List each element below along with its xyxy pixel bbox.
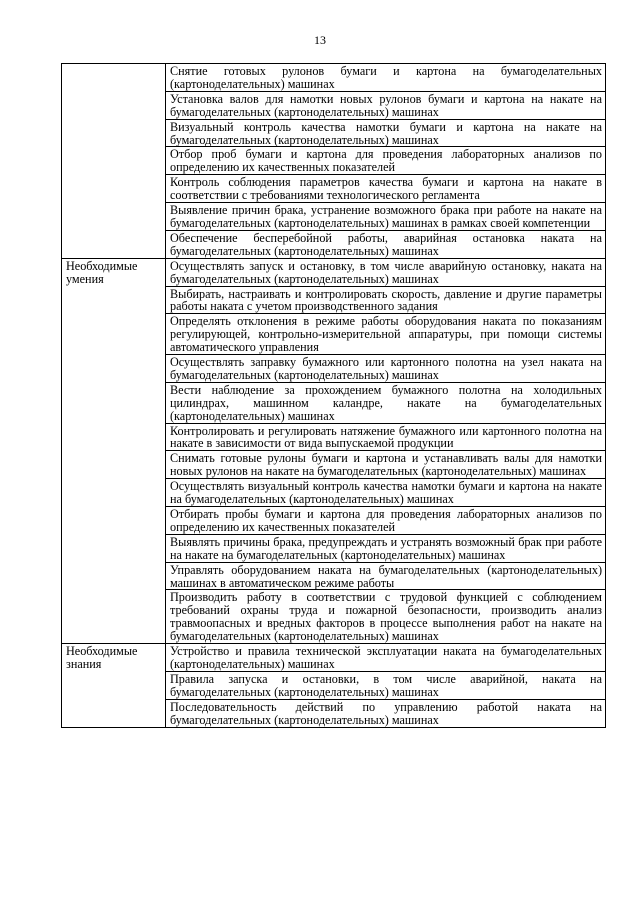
table-cell: Снимать готовые рулоны бумаги и картона и устанавливать валы для намотки новых рулонов на накате на бумагоделательных (картоноделательных) машинах: [166, 451, 606, 479]
table-cell: Обеспечение бесперебойной работы, аварийная остановка наката на бумагоделательных (картоноделательных) машинах: [166, 230, 606, 258]
table-row: [62, 644, 606, 672]
table-cell: Правила запуска и остановки, в том числе аварийной, наката на бумагоделательных (картоноделательных) машинах: [166, 671, 606, 699]
table-cell: Отбирать пробы бумаги и картона для проведения лабораторных анализов по определению их качественных показателей: [166, 507, 606, 535]
table-cell: Устройство и правила технической эксплуатации наката на бумагоделательных (картоноделательных) машинах: [166, 644, 606, 672]
table-cell: Отбор проб бумаги и картона для проведения лабораторных анализов по определению их качественных показателей: [166, 147, 606, 175]
table-cell: Производить работу в соответствии с трудовой функцией с соблюдением требований охраны труда и пожарной безопасности, производить анализ травмоопасных и вредных факторов в процессе выполнения работ на накате на бумагоделательных (картоноделательных) машинах: [166, 590, 606, 644]
requirements-table: [61, 63, 606, 728]
table-cell: Последовательность действий по управлению работой наката на бумагоделательных (картоноделательных) машинах: [166, 699, 606, 727]
table-cell: Выявление причин брака, устранение возможного брака при работе на накате на бумагоделательных (картоноделательных) машинах в рамках своей компетенции: [166, 203, 606, 231]
table-cell: Вести наблюдение за прохождением бумажного полотна на холодильных цилиндрах, машинном каландре, накате на бумагоделательных (картоноделательных) машинах: [166, 382, 606, 423]
table-cell: Снятие готовых рулонов бумаги и картона на бумагоделательных (картоноделательных) машинах: [166, 64, 606, 92]
page-number: 13: [314, 33, 326, 47]
group-label: [62, 64, 166, 259]
table-cell: Осуществлять запуск и остановку, в том числе аварийную остановку, наката на бумагоделательных (картоноделательных) машинах: [166, 258, 606, 286]
table-cell: Визуальный контроль качества намотки бумаги и картона на накате на бумагоделательных (картоноделательных) машинах: [166, 119, 606, 147]
table-row: [62, 258, 606, 286]
table-cell: Контролировать и регулировать натяжение бумажного или картонного полотна на накате в зависимости от вида выпускаемой продукции: [166, 423, 606, 451]
table-cell: Осуществлять визуальный контроль качества намотки бумаги и картона на накате на бумагоделательных (картоноделательных) машинах: [166, 479, 606, 507]
group-label-knowledge: Необходимые знания: [62, 644, 166, 727]
table-row: [62, 64, 606, 92]
group-label-skills: Необходимые умения: [62, 258, 166, 643]
table-cell: Установка валов для намотки новых рулонов бумаги и картона на накате на бумагоделательных (картоноделательных) машинах: [166, 91, 606, 119]
table-cell: Определять отклонения в режиме работы оборудования наката по показаниям регулирующей, контрольно-измерительной аппаратуры, при помощи системы автоматического управления: [166, 314, 606, 355]
table-cell: Осуществлять заправку бумажного или картонного полотна на узел наката на бумагоделательных (картоноделательных) машинах: [166, 355, 606, 383]
table-cell: Контроль соблюдения параметров качества бумаги и картона на накате в соответствии с требованиями технологического регламента: [166, 175, 606, 203]
table-cell: Управлять оборудованием наката на бумагоделательных (картоноделательных) машинах в автоматическом режиме работы: [166, 562, 606, 590]
table-cell: Выявлять причины брака, предупреждать и устранять возможный брак при работе на накате на бумагоделательных (картоноделательных) машинах: [166, 534, 606, 562]
table-cell: Выбирать, настраивать и контролировать скорость, давление и другие параметры работы наката с учетом производственного задания: [166, 286, 606, 314]
